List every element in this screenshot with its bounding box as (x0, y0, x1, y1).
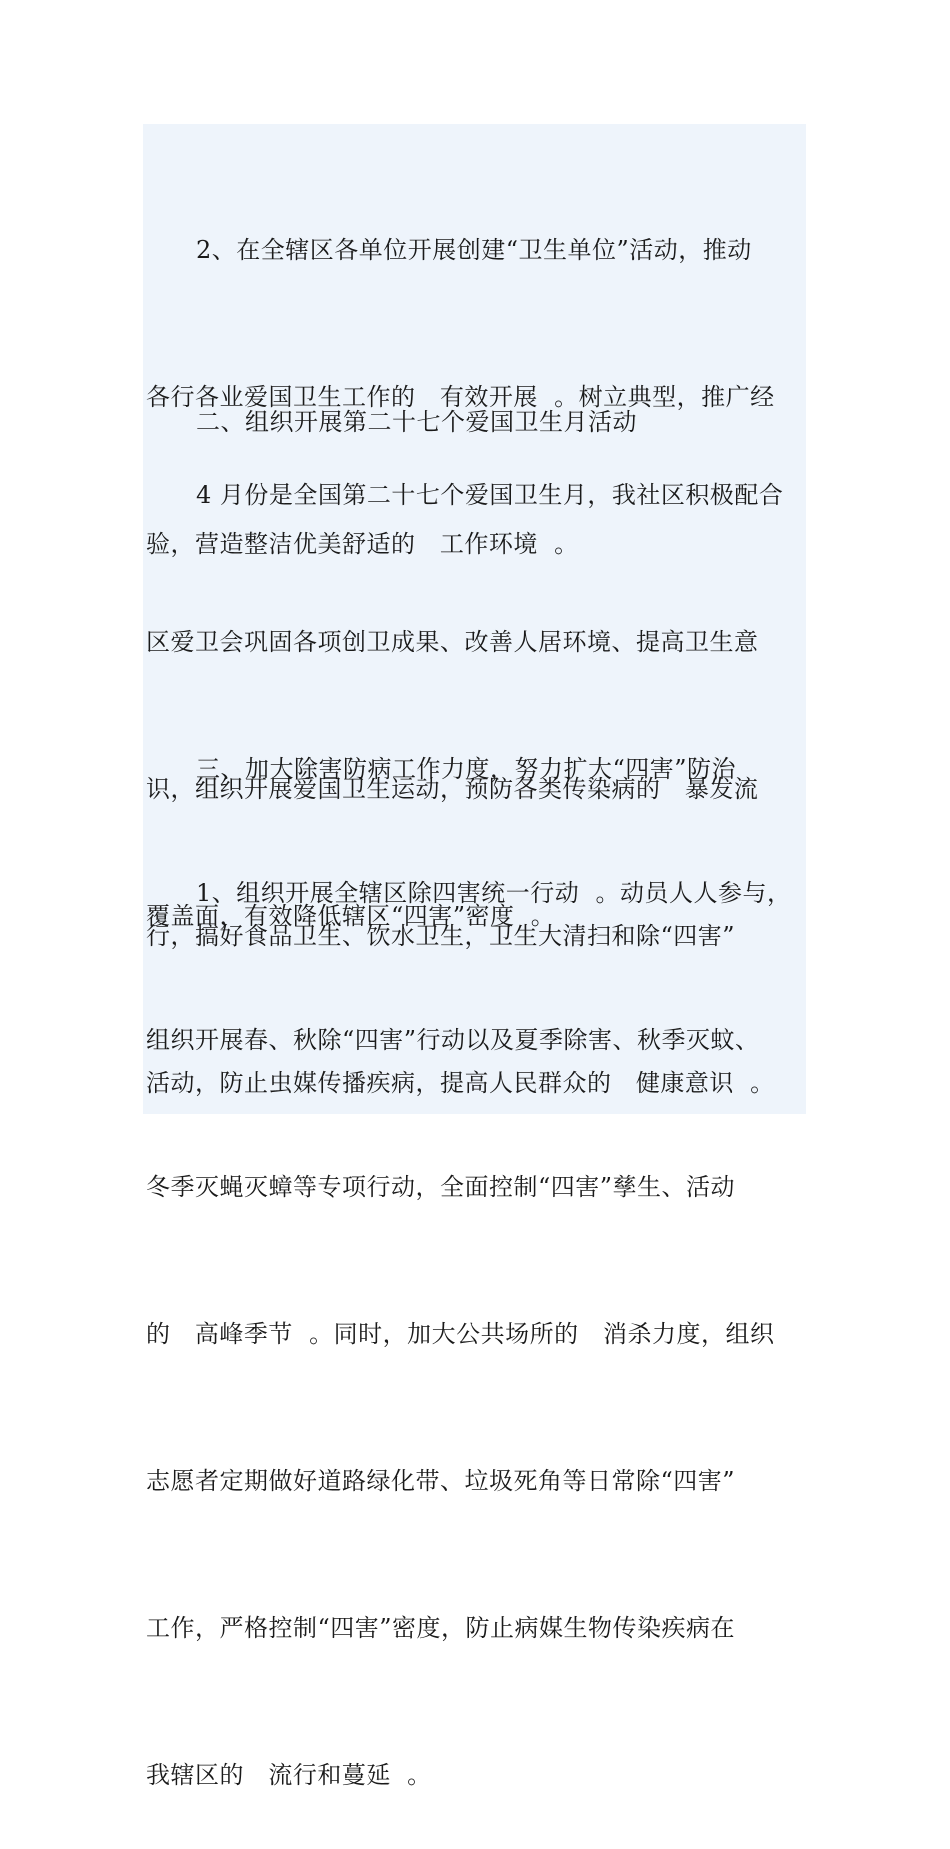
paragraph-line: 工作，严格控制“四害”密度，防止病媒生物传染疾病在 (146, 1614, 736, 1642)
paragraph-3 (146, 771, 806, 1849)
paragraph-line: 各行各业爱国卫生工作的 有效开展 。树立典型，推广经 (146, 383, 775, 411)
heading-line: 二、组织开展第二十七个爱国卫生月活动 (196, 408, 637, 436)
paragraph-line: 4 月份是全国第二十七个爱国卫生月，我社区积极配合 (196, 481, 784, 509)
paragraph-line: 行，搞好食品卫生、饮水卫生，卫生大清扫和除“四害” (146, 922, 736, 950)
paragraph-line: 验，营造整洁优美舒适的 工作环境 。 (146, 530, 579, 558)
heading-line: 覆盖面，有效降低辖区“四害”密度 。 (146, 902, 556, 930)
heading-line: 三、加大除害防病工作力度，努力扩大“四害”防治 (196, 755, 737, 783)
paragraph-line: 志愿者定期做好道路绿化带、垃圾死角等日常除“四害” (146, 1467, 736, 1495)
paragraph-line: 1、组织开展全辖区除四害统一行动 。动员人人参与， (196, 879, 792, 907)
paragraph-line: 2、在全辖区各单位开展创建“卫生单位”活动，推动 (196, 236, 752, 264)
paragraph-line: 区爱卫会巩固各项创卫成果、改善人居环境、提高卫生意 (146, 628, 759, 656)
paragraph-line: 活动，防止虫媒传播疾病，提高人民群众的 健康意识 。 (146, 1069, 775, 1097)
paragraph-line: 冬季灭蝇灭蟑等专项行动，全面控制“四害”孳生、活动 (146, 1173, 736, 1201)
paragraph-line: 我辖区的 流行和蔓延 。 (146, 1761, 432, 1789)
paragraph-line: 的 高峰季节 。同时，加大公共场所的 消杀力度，组织 (146, 1320, 775, 1348)
paragraph-line: 识，组织开展爱国卫生运动，预防各类传染病的 暴发流 (146, 775, 759, 803)
paragraph-line: 组织开展春、秋除“四害”行动以及夏季除害、秋季灭蚊、 (146, 1026, 760, 1054)
